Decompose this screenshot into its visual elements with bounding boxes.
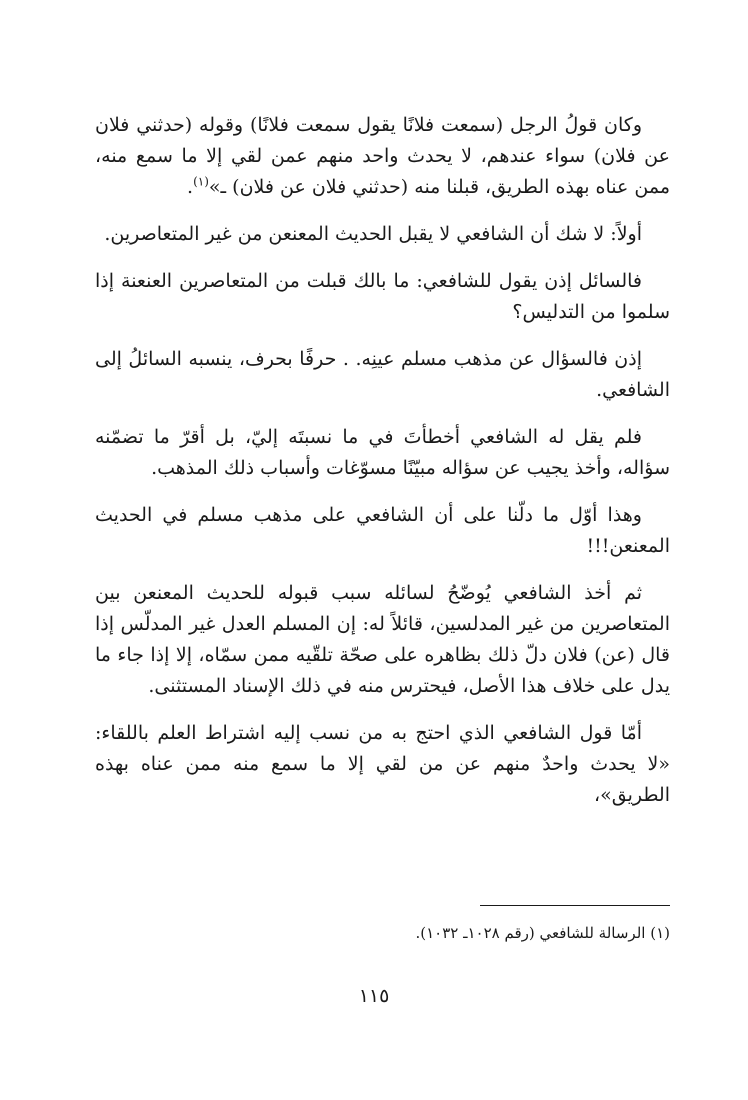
main-text [95,110,670,827]
paragraph-8: أمّا قول الشافعي الذي احتج به من نسب إليه اشتراط العلم باللقاء: «لا يحدث واحدٌ منهم عن من لقي إلا ما سمع منه ممن عناه بهذه الطريق»، [95,722,670,806]
paragraph-7: ثم أخذ الشافعي يُوضّحُ لسائله سبب قبوله للحديث المعنعن بين المتعاصرين من غير المدلسين، قائلاً له: إن المسلم العدل غير المدلّس إذا قال (عن) فلان دلّ ذلك بظاهره على صحّة تلقّيه ممن سمّاه، إلا إذا جاء ما يدل على خلاف هذا الأصل، فيحترس منه في ذلك الإسناد المستثنى. [95,582,670,697]
paragraph-1 [95,110,670,203]
paragraph-4: إذن فالسؤال عن مذهب مسلم عينِه. . حرفًا بحرف، ينسبه السائلُ إلى الشافعي. [95,348,670,401]
paragraph-2: أولاً: لا شك أن الشافعي لا يقبل الحديث المعنعن من غير المتعاصرين. [104,223,642,245]
paragraph-6: وهذا أوّل ما دلّنا على أن الشافعي على مذهب مسلم في الحديث المعنعن!!! [95,504,670,557]
paragraph-3: فالسائل إذن يقول للشافعي: ما بالك قبلت من المتعاصرين العنعنة إذا سلموا من التدليس؟ [95,270,670,323]
footnote-separator [480,905,670,906]
footnote-marker: (١) [193,174,209,189]
footnote: (١) الرسالة للشافعي (رقم ١٠٢٨ـ ١٠٣٢). [415,924,670,942]
paragraph-1-text: وكان قولُ الرجل (سمعت فلانًا يقول سمعت فلانًا) وقوله (حدثني فلان عن فلان) سواء عندهم، لا يحدث واحد منهم عمن لقي إلا ما سمع منه، ممن عناه بهذه الطريق، قبلنا منه (حدثني فلان عن فلان) ـ» [95,114,670,198]
paragraph-5: فلم يقل له الشافعي أخطأتَ في ما نسبتَه إليّ، بل أقرّ ما تضمّنه سؤاله، وأخذ يجيب عن سؤاله مبيّنًا مسوّغات وأسباب ذلك المذهب. [95,426,670,479]
paragraph-1-tail: . [187,176,194,198]
page-number: ١١٥ [358,985,390,1007]
